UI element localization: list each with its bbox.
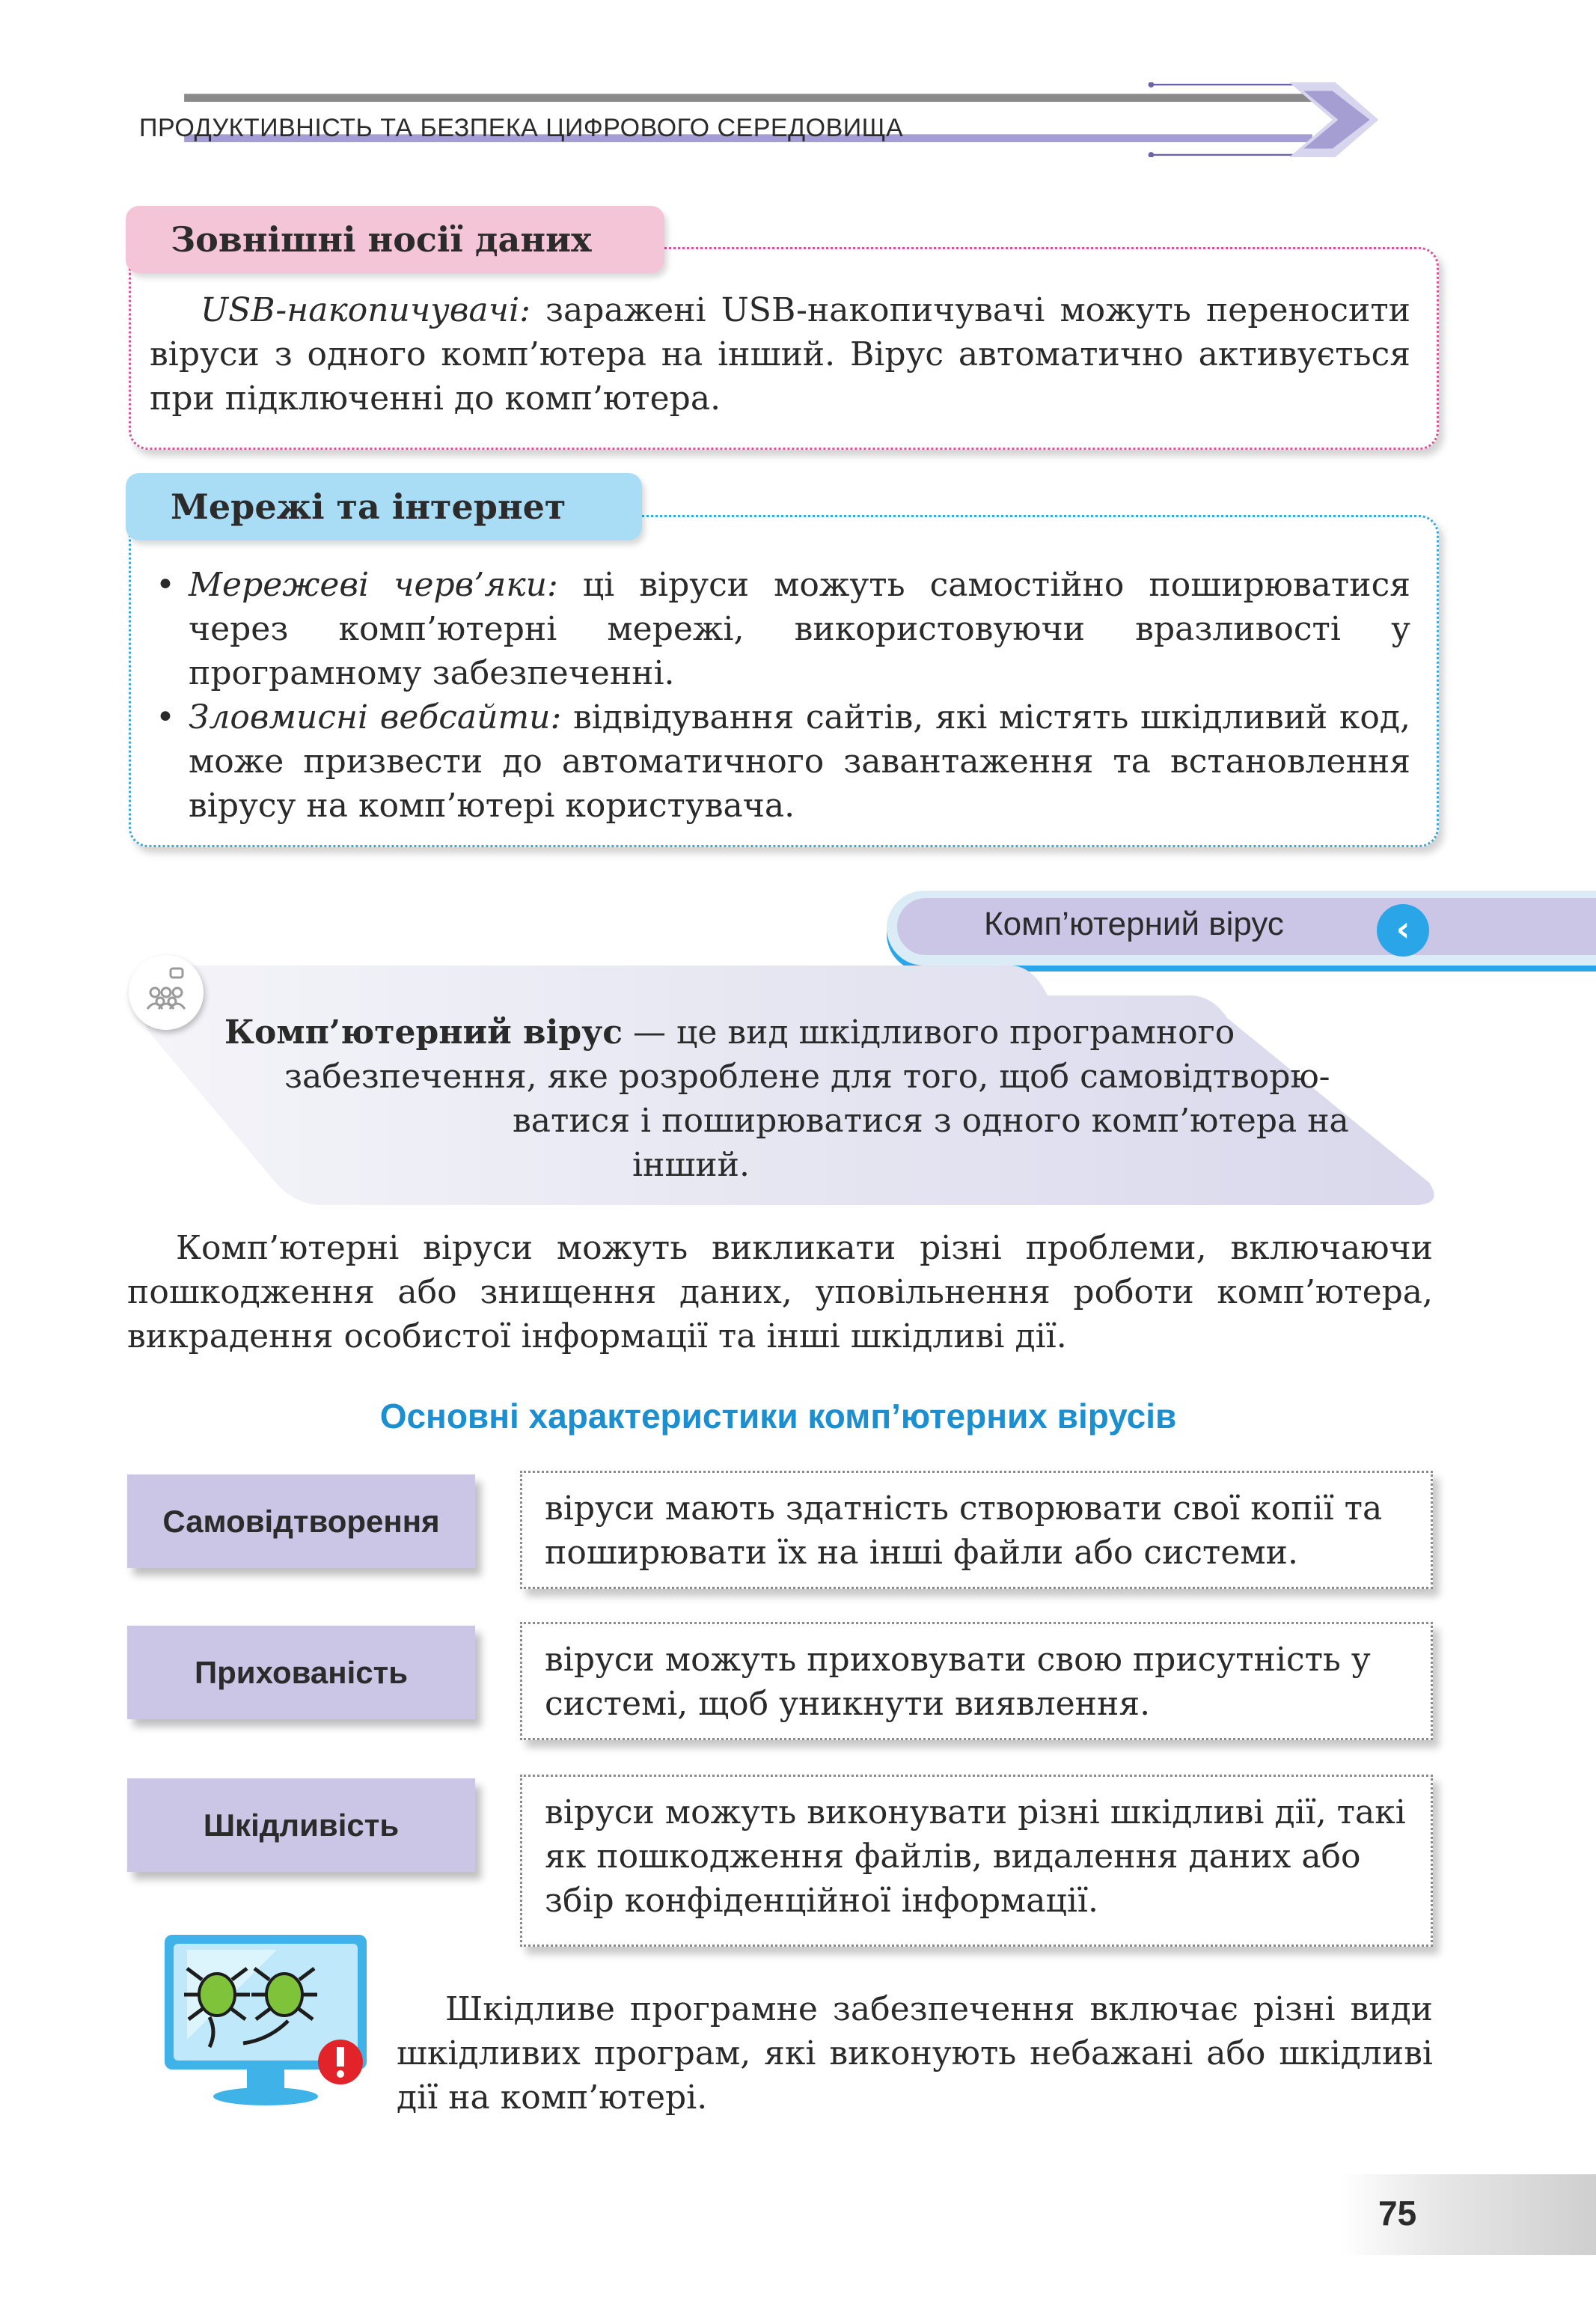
char-desc-harmfulness: віруси можуть виконувати різні шкідливі дії, такі як пошкодження файлів, видалення даних або збір конфіденційної інформації. bbox=[520, 1775, 1433, 1947]
bullet: • bbox=[156, 566, 175, 604]
bullet: • bbox=[156, 698, 175, 736]
char-label-self-replication: Самовідтворення bbox=[127, 1474, 475, 1568]
definition-term: Комп’ютерний вірус bbox=[224, 1013, 623, 1052]
chevron-left-icon[interactable]: ‹ bbox=[1377, 904, 1429, 957]
page-number: 75 bbox=[1378, 2194, 1417, 2233]
definition-line-2: забезпечення, яке розроблене для того, щоб самовідтворю- bbox=[284, 1058, 1330, 1096]
characteristics-heading: Основні характеристики комп’ютерних вірусів bbox=[379, 1397, 1177, 1436]
topic-tab-label: Комп’ютерний вірус bbox=[984, 906, 1284, 942]
usb-term: USB-накопичувачі: bbox=[201, 291, 531, 329]
worms-text: ці віруси можуть самостійно поширюватися через комп’ютерні мережі, використовуючи вразливості у програмному забезпеченні. bbox=[189, 566, 1410, 692]
definition-text bbox=[224, 1010, 1422, 1187]
definition-line-3: ватися і поширюватися з одного комп’ютера на bbox=[513, 1102, 1349, 1140]
malicious-sites-term: Зловмисні вебсайти: bbox=[189, 698, 562, 736]
running-header: ПРОДУКТИВНІСТЬ ТА БЕЗПЕКА ЦИФРОВОГО СЕРЕДОВИЩА bbox=[139, 114, 904, 142]
networks-tab bbox=[126, 473, 642, 540]
definition-line-4: інший. bbox=[632, 1146, 750, 1184]
char-label-harmfulness: Шкідливість bbox=[127, 1778, 475, 1872]
char-desc-stealth: віруси можуть приховувати свою присутність у системі, щоб уникнути виявлення. bbox=[520, 1622, 1433, 1740]
networks-list bbox=[150, 563, 1410, 828]
closing-paragraph: Шкідливе програмне забезпечення включає різні види шкідливих програм, які виконують небажані або шкідливі дії на комп’ютері. bbox=[397, 1990, 1433, 2117]
char-desc-self-replication: віруси мають здатність створювати свої копії та поширювати їх на інші файли або системи. bbox=[520, 1471, 1433, 1589]
list-item bbox=[150, 563, 1410, 695]
networks-title: Мережі та інтернет bbox=[171, 486, 566, 527]
malicious-sites-text: відвідування сайтів, які містять шкідливий код, може призвести до автоматичного завантаження та встановлення вірусу на комп’ютері користувача. bbox=[189, 698, 1410, 825]
char-label-stealth: Прихованість bbox=[127, 1626, 475, 1719]
usb-text: заражені USB-накопичувачі можуть переносити віруси з одного комп’ютера на інший. Вірус автоматично активується при підключенні до комп’ютера. bbox=[150, 291, 1410, 418]
external-media-text bbox=[150, 288, 1410, 421]
virus-problems-paragraph: Комп’ютерні віруси можуть викликати різні проблеми, включаючи пошкодження або знищення даних, уповільнення роботи комп’ютера, викрадення особистої інформації та інші шкідливі дії. bbox=[127, 1229, 1433, 1355]
people-group-icon bbox=[129, 955, 204, 1030]
worms-term: Мережеві черв’яки: bbox=[189, 566, 558, 604]
monitor-virus-icon bbox=[157, 1927, 382, 2114]
definition-line-1: — це вид шкідливого програмного bbox=[623, 1013, 1235, 1052]
list-item bbox=[150, 695, 1410, 828]
external-media-tab bbox=[126, 206, 664, 273]
external-media-title: Зовнішні носії даних bbox=[171, 219, 592, 260]
